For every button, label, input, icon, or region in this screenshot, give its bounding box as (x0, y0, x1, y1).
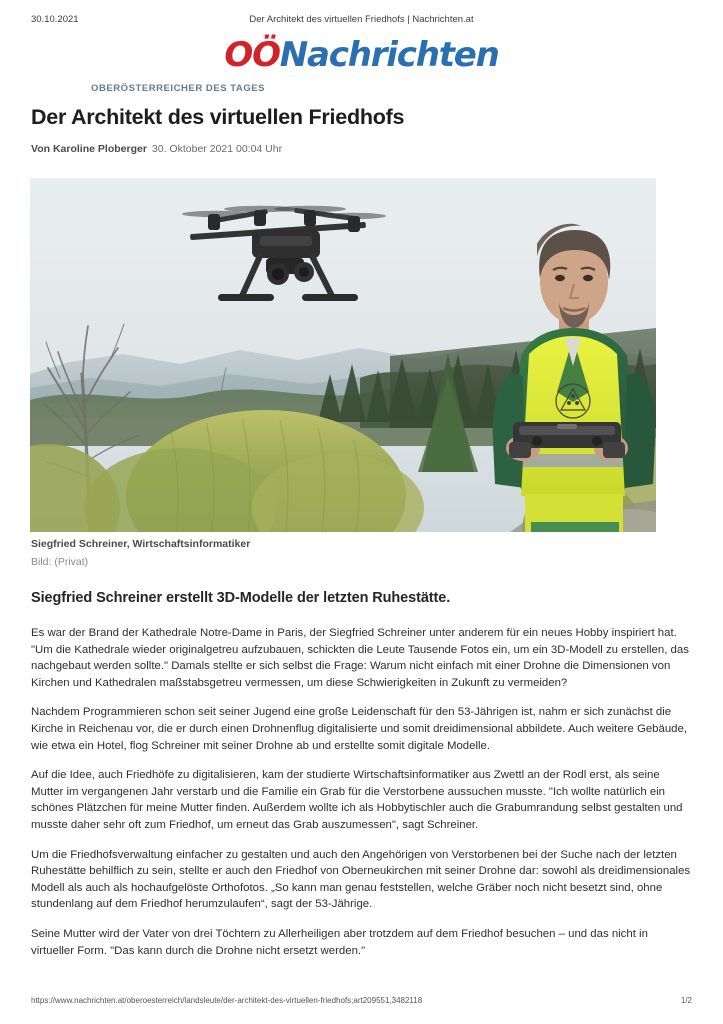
photo-credit: Bild: (Privat) (31, 556, 89, 568)
article-paragraph: Nachdem Programmieren schon seit seiner Jugend eine große Leidenschaft für den 53-Jährigen ist, nahm er sich zunächst die Kirche in Reichenau vor, die er durch einen Drohnenflug digitalisierte und somit dreidimensional abbildete. Auch weitere Gebäude, wie etwa ein Hotel, flog Schreiner mit seiner Drohne ab und erstellte somit digitale Modelle. (31, 706, 687, 752)
article-photo (30, 178, 656, 532)
oon-logo (224, 35, 499, 75)
page-title: Der Architekt des virtuellen Friedhofs (31, 105, 405, 129)
article-subhead: Siegfried Schreiner erstellt 3D-Modelle der letzten Ruhestätte. (31, 590, 451, 606)
print-footer (0, 996, 723, 1010)
article-kicker: OBERÖSTERREICHER DES TAGES (91, 83, 266, 94)
footer-source-url: https://www.nachrichten.at/oberoesterreich/landsleute/der-architekt-des-virtuellen-friedhofs;art209551,3482118 (31, 996, 423, 1005)
logo-nachrichten-text: Nachrichten (279, 35, 499, 75)
masthead (0, 35, 723, 75)
article-paragraph: Seine Mutter wird der Vater von drei Töchtern zu Allerheiligen aber trotzdem auf dem Friedhof besuchen – und das nicht in virtueller Form. "Das kann durch die Drohne nicht ersetzt werden." (31, 927, 648, 957)
byline (31, 143, 282, 155)
article-paragraph: Es war der Brand der Kathedrale Notre-Dame in Paris, der Siegfried Schreiner unter anderem für ein neues Hobby inspiriert hat. "Um die Kathedrale wieder originalgetreu aufzubauen, schickten die Leute Tausende Fotos ein, um ein 3D-Modell zu erstellen, das nachgebaut werden sollte." Damals stellte er sich selbst die Frage: Warum nicht einfach mit einer Drohne die Dimensionen von Kirchen und Kathedralen maßstabsgetreu vermessen, um diese Schwierigkeiten in Zukunft zu vermeiden? (31, 627, 689, 689)
article-photo-illustration (30, 178, 656, 532)
article-paragraph: Auf die Idee, auch Friedhöfe zu digitalisieren, kam der studierte Wirtschaftsinformatiker aus Zwettl an der Rodl erst, als seine Mutter im vergangenen Jahr verstarb und die Familie ein Grab für die Verstorbene aussuchen musste. "Ich wollte natürlich ein schönes Plätzchen für meine Mutter finden. Außerdem wollte ich als Hobbytischler auch die Grabumrandung selbst gestalten und musste daher sehr oft zum Friedhof, um erneut das Grab auszumessen", sagt Schreiner. (31, 769, 683, 831)
byline-timestamp: 30. Oktober 2021 00:04 Uhr (151, 143, 283, 155)
article-body (31, 625, 693, 972)
byline-author: Von Karoline Ploberger (31, 143, 147, 155)
article-paragraph: Um die Friedhofsverwaltung einfacher zu gestalten und auch den Angehörigen von Verstorbenen bei der Suche nach der letzten Ruhestätte behilflich zu sein, stellte er auch den Friedhof von Oberneukirchen mit seiner Drohne dar: sowohl als dreidimensionales Modell als auch als hochaufgelöste Orthofotos. „So kann man genau feststellen, welche Gräber noch nicht besetzt sind, ohne stundenlang auf dem Friedhof herumzulaufen“, sagt der 53-Jährige. (31, 848, 691, 911)
logo-oo-text: OÖ (224, 35, 280, 75)
print-date: 30.10.2021 (31, 14, 79, 25)
footer-page-number: 1/2 (680, 996, 692, 1005)
print-document-title: Der Architekt des virtuellen Friedhofs | Nachrichten.at (249, 14, 474, 25)
print-header (0, 14, 723, 30)
photo-caption: Siegfried Schreiner, Wirtschaftsinformatiker (31, 538, 251, 550)
